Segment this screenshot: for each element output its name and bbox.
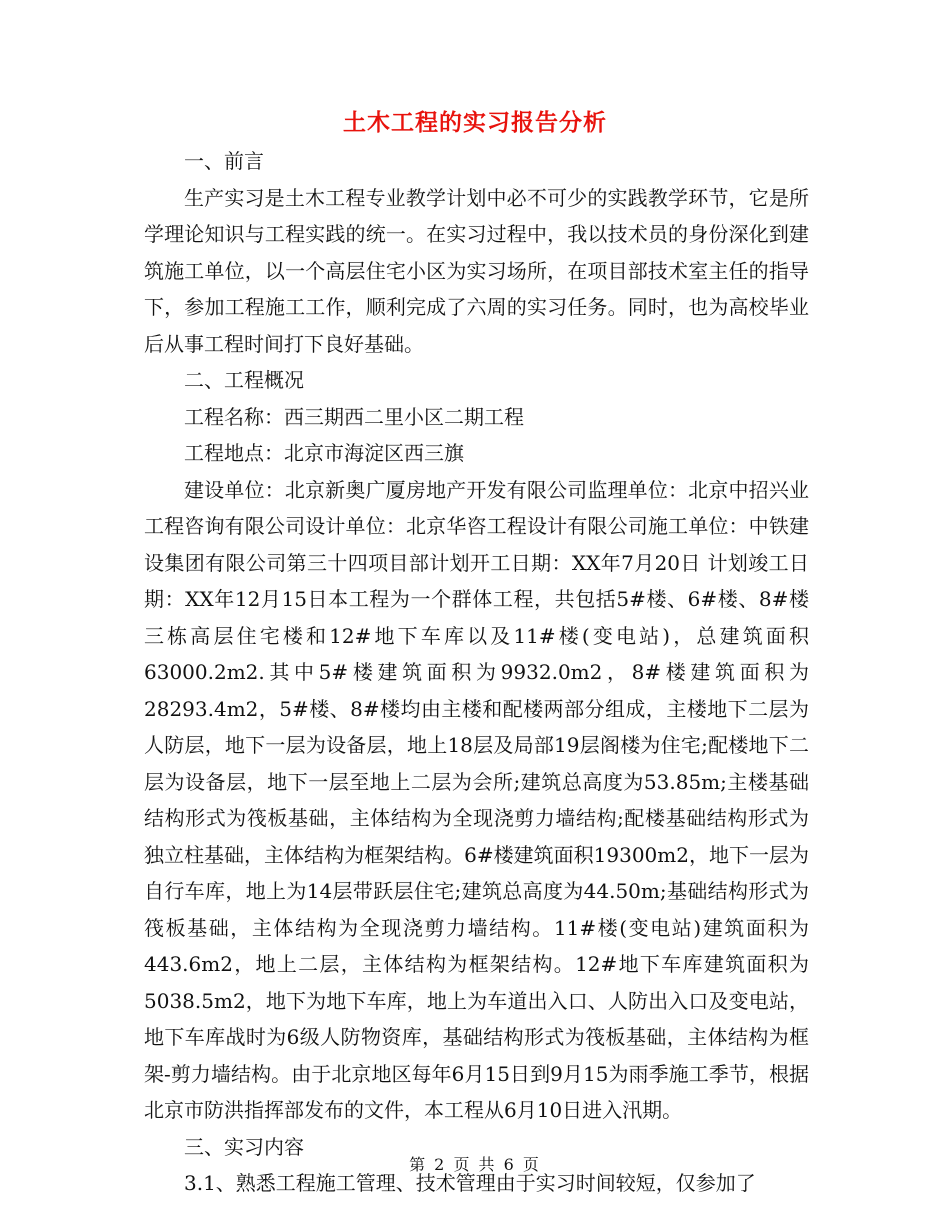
paragraph-overview: 建设单位：北京新奥广厦房地产开发有限公司监理单位：北京中招兴业工程咨询有限公司设计单位：北京华咨工程设计有限公司施工单位：中铁建设集团有限公司第三十四项目部计划开工日期：XX年7月20日 计划竣工日期：XX年12月15日本工程为一个群体工程，共包括5#楼、6#楼、8#楼三栋高层住宅楼和12#地下车库以及11#楼(变电站)，总建筑面积63000.2m2.其中5#楼建筑面积为9932.0m2，8#楼建筑面积为28293.4m2，5#楼、8#楼均由主楼和配楼两部分组成，主楼地下二层为人防层，地下一层为设备层，地上18层及局部19层阁楼为住宅;配楼地下二层为设备层，地下一层至地上二层为会所;建筑总高度为53.85m;主楼基础结构形式为筏板基础，主体结构为全现浇剪力墙结构;配楼基础结构形式为独立柱基础，主体结构为框架结构。6#楼建筑面积19300m2，地下一层为自行车库，地上为14层带跃层住宅;建筑总高度为44.50m;基础结构形式为筏板基础，主体结构为全现浇剪力墙结构。11#楼(变电站)建筑面积为443.6m2，地上二层，主体结构为框架结构。12#地下车库建筑面积为5038.5m2，地下为地下车库，地上为车道出入口、人防出入口及变电站，地下车库战时为6级人防物资库，基础结构形式为筏板基础，主体结构为框架-剪力墙结构。由于北京地区每年6月15日到9月15为雨季施工季节，根据北京市防洪指挥部发布的文件，本工程从6月10日进入汛期。 [144,477,809,1122]
section-heading-preface: 一、前言 [184,149,264,173]
section-heading-overview: 二、工程概况 [184,368,304,392]
project-location-line: 工程地点：北京市海淀区西三旗 [184,441,464,465]
page-footer: 第 2 页 共 6 页 [409,1155,541,1174]
section-heading-content: 三、实习内容 [184,1134,304,1159]
document-body [144,143,809,1202]
paragraph-preface: 生产实习是土木工程专业教学计划中必不可少的实践教学环节，它是所学理论知识与工程实践的统一。在实习过程中，我以技术员的身份深化到建筑施工单位，以一个高层住宅小区为实习场所，在项目部技术室主任的指导下，参加工程施工工作，顺利完成了六周的实习任务。同时，也为高校毕业后从事工程时间打下良好基础。 [144,185,809,356]
paragraph-content-start: 3.1、熟悉工程施工管理、技术管理由于实习时间较短，仅参加了 [184,1171,756,1195]
document-title: 土木工程的实习报告分析 [343,109,607,136]
project-name-line: 工程名称：西三期西二里小区二期工程 [184,404,524,429]
